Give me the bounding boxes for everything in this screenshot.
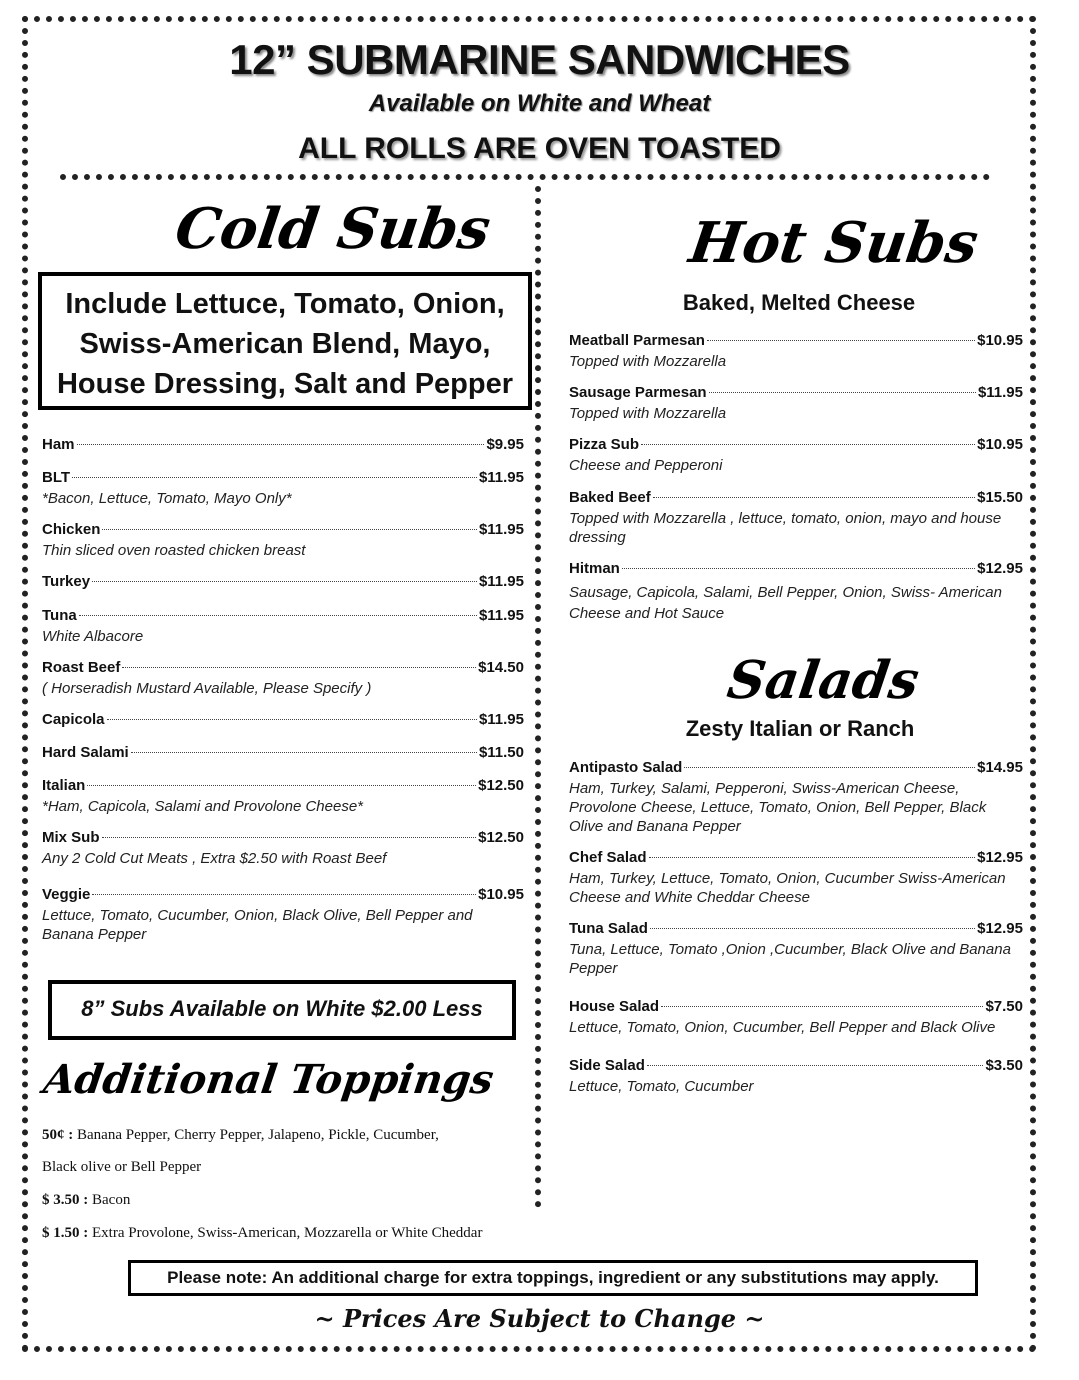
menu-item-mix-sub — [42, 829, 524, 868]
item-name: Mix Sub — [42, 829, 100, 846]
item-description: *Ham, Capicola, Salami and Provolone Cheese* — [42, 798, 364, 815]
item-price: $12.95 — [977, 560, 1023, 577]
item-price: $10.95 — [977, 332, 1023, 349]
item-price: $12.95 — [977, 920, 1023, 937]
item-description: Lettuce, Tomato, Cucumber, Onion, Black Olive, Bell Pepper and Banana Pepper — [42, 907, 473, 943]
item-name: Hard Salami — [42, 744, 129, 761]
topping-items: Banana Pepper, Cherry Pepper, Jalapeno, Pickle, Cucumber, — [73, 1127, 439, 1143]
item-description: Any 2 Cold Cut Meats , Extra $2.50 with Roast Beef — [42, 850, 387, 867]
item-description: Sausage, Capicola, Salami, Bell Pepper, Onion, Swiss- American Cheese and Hot Sauce — [569, 584, 1002, 622]
menu-item-side-salad — [569, 1057, 1023, 1096]
toasted-note: ALL ROLLS ARE OVEN TOASTED — [298, 132, 781, 165]
item-name: Roast Beef — [42, 659, 121, 676]
prices-disclaimer: ~ Prices Are Subject to Change ~ — [314, 1304, 765, 1333]
item-description: Cheese and Pepperoni — [569, 457, 723, 474]
header-divider — [60, 174, 990, 180]
item-name: BLT — [42, 469, 71, 486]
menu-item-hitman — [569, 560, 1023, 624]
item-description: Topped with Mozzarella , lettuce, tomato, onion, mayo and house dressing — [569, 510, 1002, 546]
item-price: $12.50 — [478, 777, 524, 794]
cold-subs-includes-box — [38, 272, 532, 410]
menu-item-turkey — [42, 573, 524, 593]
menu-item-tuna — [42, 607, 524, 646]
item-name: Pizza Sub — [569, 436, 640, 453]
item-name: Ham — [42, 436, 75, 453]
item-price: $10.95 — [977, 436, 1023, 453]
item-price: $9.95 — [486, 436, 524, 453]
salads-heading: Salads — [723, 650, 923, 711]
item-price: $11.95 — [478, 607, 524, 624]
item-price: $11.50 — [478, 744, 524, 761]
menu-item-meatball-parmesan — [569, 332, 1023, 371]
menu-item-capicola — [42, 711, 524, 731]
item-name: Chicken — [42, 521, 101, 538]
item-name: Italian — [42, 777, 86, 794]
item-price: $10.95 — [478, 886, 524, 903]
item-price: $12.50 — [478, 829, 524, 846]
item-price: $14.50 — [478, 659, 524, 676]
item-name: Tuna Salad — [569, 920, 648, 937]
topping-price: 50¢ : — [42, 1127, 74, 1143]
item-name: Antipasto Salad — [569, 759, 683, 776]
includes-line: House Dressing, Salt and Pepper — [56, 368, 514, 400]
small-subs-note: 8” Subs Available on White $2.00 Less — [48, 980, 516, 1040]
item-name: Tuna — [42, 607, 77, 624]
item-description: White Albacore — [42, 628, 144, 645]
item-description: Topped with Mozzarella — [569, 353, 727, 370]
item-name: Sausage Parmesan — [569, 384, 707, 401]
includes-line: Include Lettuce, Tomato, Onion, — [65, 288, 505, 320]
menu-item-antipasto-salad — [569, 759, 1023, 836]
topping-line — [42, 1192, 130, 1209]
bread-options: Available on White and Wheat — [368, 90, 711, 117]
item-description: Topped with Mozzarella — [569, 405, 727, 422]
item-price: $7.50 — [985, 998, 1023, 1015]
topping-line — [42, 1225, 482, 1242]
item-description: Ham, Turkey, Lettuce, Tomato, Onion, Cucumber Swiss-American Cheese and White Cheddar Cheese — [569, 870, 1006, 906]
salads-subheading: Zesty Italian or Ranch — [685, 716, 915, 741]
menu-item-house-salad — [569, 998, 1023, 1037]
item-description: Lettuce, Tomato, Cucumber — [569, 1078, 754, 1095]
item-description: *Bacon, Lettuce, Tomato, Mayo Only* — [42, 490, 292, 507]
menu-item-chef-salad — [569, 849, 1023, 907]
menu-item-hard-salami — [42, 744, 524, 764]
toppings-heading: Additional Toppings — [40, 1056, 497, 1103]
menu-item-italian — [42, 777, 524, 816]
column-divider — [535, 186, 541, 1208]
topping-price: $ 1.50 : — [42, 1225, 89, 1241]
item-price: $11.95 — [478, 711, 524, 728]
item-description: Thin sliced oven roasted chicken breast — [42, 542, 306, 559]
item-name: Chef Salad — [569, 849, 647, 866]
item-description: Lettuce, Tomato, Onion, Cucumber, Bell Pepper and Black Olive — [569, 1019, 996, 1036]
item-name: Baked Beef — [569, 489, 651, 506]
item-description: Ham, Turkey, Salami, Pepperoni, Swiss-American Cheese, Provolone Cheese, Lettuce, Tomato, Onion, Bell Pepper, Black Olive and Banana Pepper — [569, 780, 987, 835]
menu-item-tuna-salad — [569, 920, 1023, 978]
topping-items: Black olive or Bell Pepper — [42, 1159, 202, 1175]
topping-line — [42, 1127, 439, 1144]
item-price: $11.95 — [977, 384, 1023, 401]
item-name: House Salad — [569, 998, 660, 1015]
item-name: Capicola — [42, 711, 105, 728]
menu-item-ham — [42, 436, 524, 456]
item-price: $3.50 — [985, 1057, 1023, 1074]
menu-item-veggie — [42, 886, 524, 944]
hot-subs-subheading: Baked, Melted Cheese — [682, 290, 916, 315]
menu-item-pizza-sub — [569, 436, 1023, 475]
topping-price: $ 3.50 : — [42, 1192, 89, 1208]
item-price: $11.95 — [478, 469, 524, 486]
menu-item-sausage-parmesan — [569, 384, 1023, 423]
substitution-note: Please note: An additional charge for extra toppings, ingredient or any substitutions may apply. — [128, 1260, 978, 1296]
cold-subs-heading: Cold Subs — [171, 196, 495, 262]
menu-item-blt — [42, 469, 524, 508]
item-price: $11.95 — [478, 521, 524, 538]
hot-subs-heading: Hot Subs — [685, 210, 983, 276]
item-description: ( Horseradish Mustard Available, Please Specify ) — [42, 680, 372, 697]
item-description: Tuna, Lettuce, Tomato ,Onion ,Cucumber, Black Olive and Banana Pepper — [569, 941, 1011, 977]
item-name: Meatball Parmesan — [569, 332, 705, 349]
item-name: Side Salad — [569, 1057, 645, 1074]
item-name: Veggie — [42, 886, 91, 903]
menu-item-chicken — [42, 521, 524, 560]
topping-line — [42, 1159, 201, 1176]
item-price: $14.95 — [977, 759, 1023, 776]
item-price: $11.95 — [478, 573, 524, 590]
item-name: Hitman — [569, 560, 620, 577]
topping-items: Bacon — [88, 1192, 131, 1208]
item-name: Turkey — [42, 573, 91, 590]
item-price: $12.95 — [977, 849, 1023, 866]
topping-items: Extra Provolone, Swiss-American, Mozzarella or White Cheddar — [88, 1225, 483, 1241]
menu-item-baked-beef — [569, 489, 1023, 547]
page-title: 12” SUBMARINE SANDWICHES — [229, 36, 850, 83]
item-price: $15.50 — [977, 489, 1023, 506]
menu-item-roast-beef — [42, 659, 524, 698]
includes-line: Swiss-American Blend, Mayo, — [79, 328, 491, 360]
